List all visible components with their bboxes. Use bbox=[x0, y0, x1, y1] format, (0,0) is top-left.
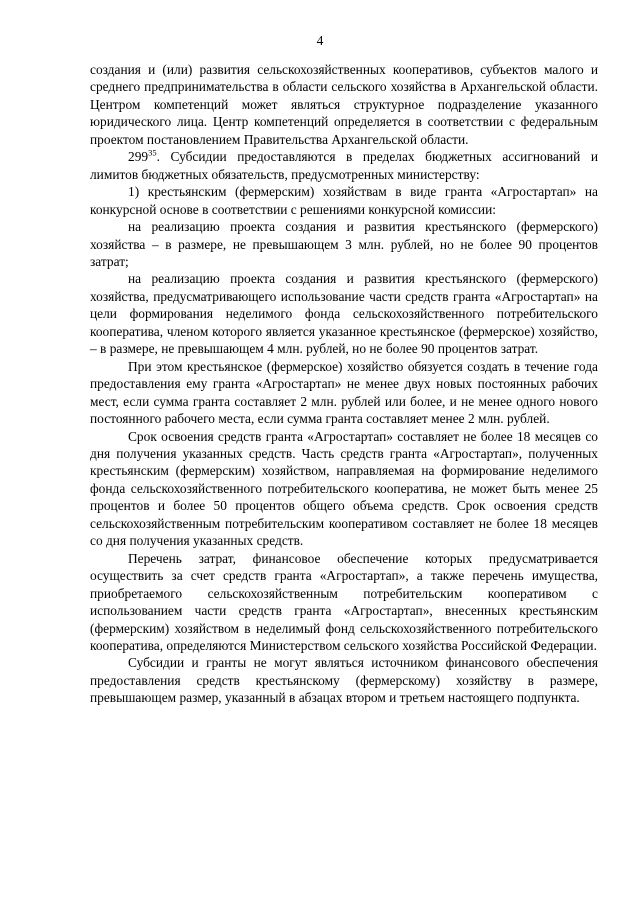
paragraph-project-grant: на реализацию проекта создания и развития крестьянского (фермерского) хозяйства – в размере, не превышающем 3 млн. рублей, но не более 90 процентов затрат; bbox=[90, 219, 598, 269]
paragraph-jobs-obligation: При этом крестьянское (фермерское) хозяйство обязуется создать в течение года предоставления ему гранта «Агростартап» не менее двух новых постоянных рабочих мест, если сумма гранта составляет 2 млн. рублей или более, и не менее одного нового постоянного рабочего места, если сумма гранта составляет менее 2 млн. рублей. bbox=[90, 358, 598, 427]
paragraph-subsidy-limit: Субсидии и гранты не могут являться источником финансового обеспечения предоставления средств крестьянскому (фермерскому) хозяйству в размере, превышающем размер, указанный в абзацах втором и третьем настоящего подпункта. bbox=[90, 655, 598, 706]
paragraph-expense-list: Перечень затрат, финансовое обеспечение которых предусматривается осуществить за счет средств гранта «Агростартап», а также перечень имущества, приобретаемого сельскохозяйственным потребительским кооперативом с использованием части средств гранта «Агростартап», внесенных крестьянским (фермерским) хозяйством в неделимый фонд сельскохозяйственного потребительского кооператива, определяются Министерством сельского хозяйства Российской Федерации. bbox=[90, 550, 598, 653]
document-body bbox=[90, 61, 598, 707]
paragraph-competence-center: создания и (или) развития сельскохозяйственных кооперативов, субъектов малого и среднего предпринимательства в области сельского хозяйства в Архангельской области. Центром компетенций может являться структурное подразделение указанного юридического лица. Центр компетенций определяется в соответствии с федеральным проектом постановлением Правительства Архангельской области. bbox=[90, 62, 598, 147]
clause-superscript: 35 bbox=[148, 147, 157, 158]
paragraph-subclause-1: 1) крестьянским (фермерским) хозяйствам в виде гранта «Агростартап» на конкурсной основе в соответствии с решениями конкурсной комиссии: bbox=[90, 184, 598, 217]
page-number: 4 bbox=[316, 33, 324, 48]
clause-number: 299 bbox=[128, 149, 149, 165]
clause-text: . Субсидии предоставляются в пределах бюджетных ассигнований и лимитов бюджетных обязательств, предусмотренных министерству: bbox=[90, 149, 598, 182]
paragraph-cooperative-grant: на реализацию проекта создания и развития крестьянского (фермерского) хозяйства, предусматривающего использование части средств гранта «Агростартап» на цели формирования неделимого фонда сельскохозяйственного потребительского кооператива, членом которого является указанное крестьянское (фермерское) хозяйство, – в размере, не превышающем 4 млн. рублей, но не более 90 процентов затрат. bbox=[90, 271, 598, 357]
paragraph-grant-term: Срок освоения средств гранта «Агростартап» составляет не более 18 месяцев со дня получения указанных средств. Часть средств гранта «Агростартап», полученных крестьянским (фермерским) хозяйством, направляемая на формирование неделимого фонда сельскохозяйственного потребительского кооператива, не может быть менее 25 процентов и более 50 процентов общего объема средств. Срок освоения средств сельскохозяйственным потребительским кооперативом составляет не более 18 месяцев со дня получения указанных средств. bbox=[90, 428, 598, 549]
paragraph-299-35 bbox=[90, 148, 598, 183]
